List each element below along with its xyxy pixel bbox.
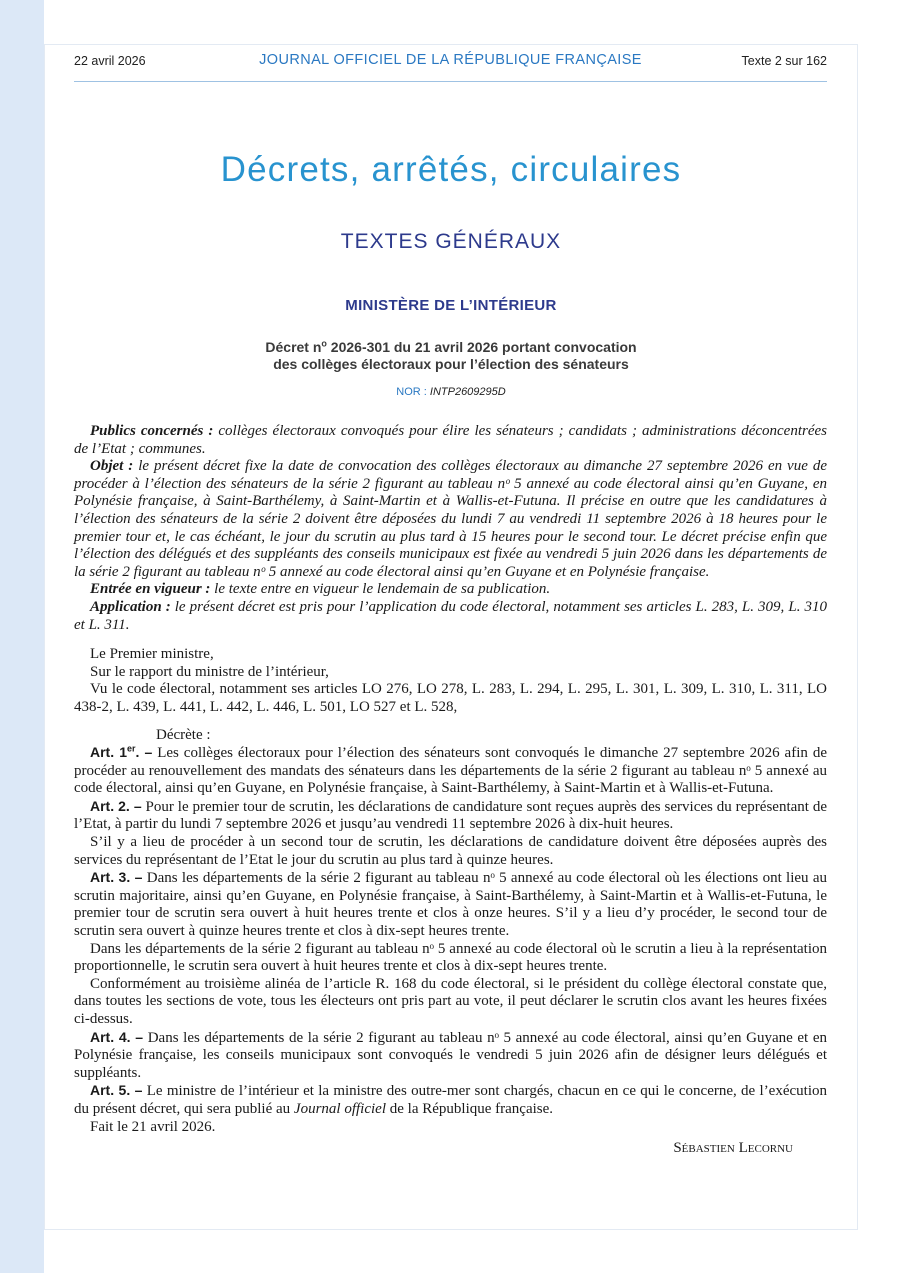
article-5 xyxy=(74,1082,827,1118)
notice-label: Application : xyxy=(90,598,171,615)
article-3-paragraph: Dans les départements de la série 2 figurant au tableau nᵒ 5 annexé au code électoral où le scrutin a lieu à la représentation proportionnelle, le scrutin sera ouvert à huit heures trente et clos à dix-sept heures trente. xyxy=(74,940,827,975)
decree-title-line2: des collèges électoraux pour l’élection des sénateurs xyxy=(273,356,629,372)
ministry-heading: MINISTÈRE DE L’INTÉRIEUR xyxy=(345,297,557,314)
notice-entree xyxy=(74,581,827,599)
preamble-vu: Vu le code électoral, notamment ses articles LO 276, LO 278, L. 283, L. 294, L. 295, L. 301, L. 309, L. 310, L. 311, LO 438-2, L. 439, L. 441, L. 442, L. 446, L. 501, LO 527 et L. 528, xyxy=(74,681,827,715)
nor-value: INTP2609295D xyxy=(429,386,506,398)
journal-title: JOURNAL OFFICIEL DE LA RÉPUBLIQUE FRANÇAISE xyxy=(259,52,642,68)
document-body xyxy=(74,423,827,1158)
article-text: Les collèges électoraux pour l’élection des sénateurs sont convoqués le dimanche 27 septembre 2026 afin de procéder au renouvellement des mandats des sénateurs dans les départements de la série 2 figurant au tableau nᵒ 5 annexé au code électoral, ainsi qu’en Guyane, en Polynésie française, à Saint-Barthélemy, à Saint-Martin et à Wallis-et-Futuna. xyxy=(74,745,827,797)
decree-title xyxy=(44,339,858,373)
decree-title-part: 2026-301 du 21 avril 2026 portant convocation xyxy=(326,339,637,355)
notice-publics xyxy=(74,423,827,458)
notice-label: Publics concernés : xyxy=(90,423,214,439)
page-header xyxy=(74,52,827,82)
article-4 xyxy=(74,1029,827,1083)
article-label: Art. 4. – xyxy=(90,1028,144,1045)
journal-officiel-reference: Journal officiel xyxy=(293,1100,386,1117)
article-2-paragraph: S’il y a lieu de procéder à un second tour de scrutin, les déclarations de candidature doivent être déposées auprès des services du représentant de l’Etat le jour du scrutin au plus tard à quinze heures. xyxy=(74,834,827,868)
article-label: Art. 5. – xyxy=(90,1082,143,1099)
header-date: 22 avril 2026 xyxy=(74,54,146,68)
text-counter: Texte 2 sur 162 xyxy=(741,54,827,68)
article-text: Dans les départements de la série 2 figurant au tableau nᵒ 5 annexé au code électoral où les élections ont lieu au scrutin majoritaire, ainsi qu’en Guyane, en Polynésie française, à Saint-Barthélemy, à Saint-Martin et à Wallis-et-Futuna, le premier tour de scrutin sera ouvert à huit heures trente et clos à onze heures. S’il y a lieu d’y procéder, le second tour de scrutin sera ouvert à quinze heures trente et clos à dix-sept heures trente. xyxy=(74,870,827,940)
notice-text: collèges électoraux convoqués pour élire les sénateurs ; candidats ; administrations déconcentrées de l’Etat ; communes. xyxy=(74,423,827,457)
notice-text: le présent décret est pris pour l’application du code électoral, notamment ses articles L. 283, L. 309, L. 310 et L. 311. xyxy=(74,598,827,633)
article-label: Art. 1er. – xyxy=(90,743,153,761)
closing-date: Fait le 21 avril 2026. xyxy=(90,1118,216,1135)
preamble-decrete: Décrète : xyxy=(156,726,211,743)
notice-text: le présent décret fixe la date de convocation des collèges électoraux au dimanche 27 septembre 2026 en vue de procéder à l’élection des sénateurs de la série 2 figurant au tableau nᵒ 5 annexé au code électoral ainsi qu’en Guyane, en Polynésie française, à Saint-Barthélemy, à Saint-Martin et à Wallis-et-Futuna. Il précise en outre que les candidatures à l’élection des sénateurs de la série 2 doivent être déposées du lundi 7 au vendredi 11 septembre 2026 à 18 heures pour le premier tour et, le cas échéant, le jour du scrutin au plus tard à 15 heures pour le second tour. Le décret précise enfin que l’élection des délégués et des suppléants des conseils municipaux est fixée au vendredi 5 juin 2026 dans les départements de la série 2 figurant au tableau nᵒ 5 annexé au code électoral ainsi qu’en Guyane et en Polynésie française. xyxy=(74,458,827,580)
article-label: Art. 3. – xyxy=(90,869,143,886)
article-text: Le ministre de l’intérieur et la ministre des outre-mer sont chargés, chacun en ce qui le concerne, de l’exécution du présent décret, qui sera publié au xyxy=(74,1083,827,1117)
header-divider xyxy=(74,81,827,82)
signature: Sébastien Lecornu xyxy=(673,1140,793,1157)
article-text: Dans les départements de la série 2 figurant au tableau nᵒ 5 annexé au code électoral, ainsi qu’en Guyane et en Polynésie française, les conseils municipaux sont convoqués le vendredi 5 juin 2026 afin de désigner leurs délégués et suppléants. xyxy=(74,1029,827,1081)
section-title: TEXTES GÉNÉRAUX xyxy=(340,230,562,253)
nor-reference xyxy=(44,386,858,398)
notice-text: le texte entre en vigueur le lendemain de sa publication. xyxy=(210,581,551,598)
preamble-premier-ministre: Le Premier ministre, xyxy=(90,646,214,663)
article-2 xyxy=(74,798,827,834)
article-3-paragraph: Conformément au troisième alinéa de l’article R. 168 du code électoral, si le président du collège électoral constate que, dans toutes les sections de vote, tous les électeurs ont pris part au vote, il peut déclarer le scrutin clos avant les heures fixées ci-dessus. xyxy=(74,975,827,1027)
nor-label: NOR : xyxy=(396,386,430,398)
decree-title-part: Décret n xyxy=(265,339,322,355)
notice-objet xyxy=(74,458,827,581)
article-text: Pour le premier tour de scrutin, les déclarations de candidature sont reçues auprès des services du représentant de l’Etat, à partir du lundi 7 septembre 2026 et jusqu’au vendredi 11 septembre 2026 à dix-huit heures. xyxy=(74,798,827,833)
page-title: Décrets, arrêtés, circulaires xyxy=(220,150,682,189)
article-text: de la République française. xyxy=(386,1100,554,1117)
article-1 xyxy=(74,744,827,798)
left-margin-band xyxy=(0,0,44,1273)
notice-label: Entrée en vigueur : xyxy=(90,581,211,598)
preamble-rapport: Sur le rapport du ministre de l’intérieur, xyxy=(90,663,329,680)
notice-label: Objet : xyxy=(90,458,134,475)
article-3 xyxy=(74,869,827,940)
notice-application xyxy=(74,599,827,634)
decree-title-sup: o xyxy=(321,338,327,349)
article-label: Art. 2. – xyxy=(90,797,142,814)
